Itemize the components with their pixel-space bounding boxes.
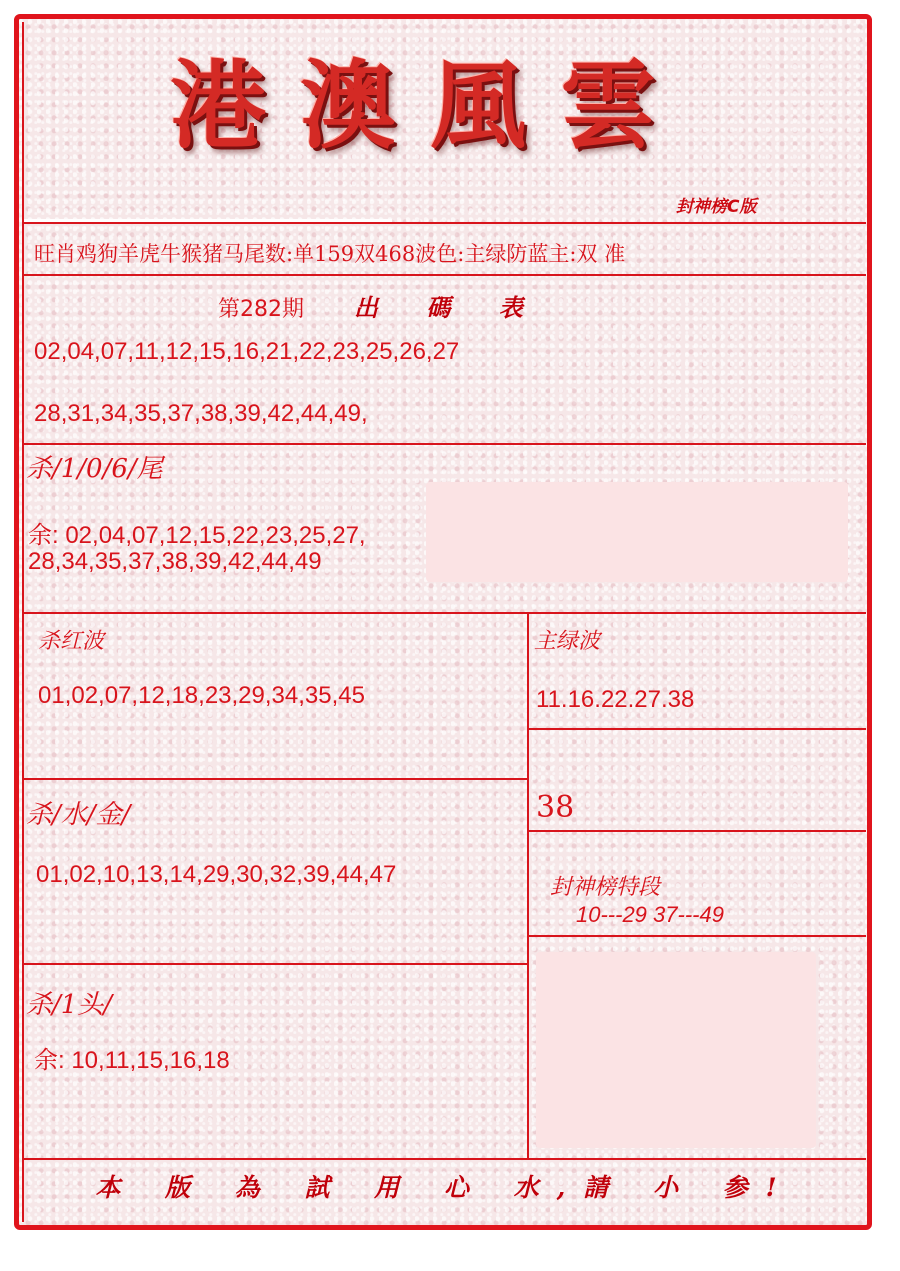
- kill-tail-row-2: 28,34,35,37,38,39,42,44,49: [28, 548, 322, 575]
- kill-tail-label: 杀/1/0/6/尾: [26, 454, 163, 484]
- zodiac-line: 旺肖鸡狗羊虎牛猴猪马尾数:单159双468波色:主绿防蓝主:双 准: [34, 242, 626, 266]
- kill-element-values: 01,02,10,13,14,29,30,32,39,44,47: [36, 861, 397, 888]
- divider-footer: [22, 1158, 866, 1160]
- kill-red-values: 01,02,07,12,18,23,29,34,35,45: [38, 682, 365, 709]
- edition-label: 封神榜C版: [676, 197, 757, 217]
- main-green-values: 11.16.22.27.38: [536, 686, 695, 713]
- footer-note: 本 版 為 試 用 心 水,請 小 参!: [95, 1173, 795, 1202]
- blank-panel-top: [426, 482, 848, 582]
- divider-red: [22, 778, 528, 780]
- kill-element-label: 杀/水/金/: [26, 800, 131, 830]
- left-border: [22, 22, 24, 1222]
- page-title: 港澳風雲: [170, 49, 690, 162]
- special-range-values: 10---29 37---49: [576, 902, 724, 927]
- divider-special: [528, 935, 866, 937]
- white-rule: [24, 219, 392, 222]
- single-pick: 38: [536, 790, 575, 825]
- draw-row-2: 28,31,34,35,37,38,39,42,44,49,: [34, 400, 368, 427]
- kill-head-values: 余: 10,11,15,16,18: [34, 1047, 230, 1074]
- divider-zodiac: [22, 274, 866, 276]
- special-range-label: 封神榜特段: [550, 875, 661, 900]
- divider-tail: [22, 612, 866, 614]
- divider-header: [22, 222, 866, 224]
- main-green-label: 主绿波: [534, 629, 601, 654]
- divider-element: [22, 963, 528, 965]
- divider-green: [528, 728, 866, 730]
- kill-red-label: 杀红波: [38, 629, 105, 654]
- divider-draw: [22, 443, 866, 445]
- divider-single: [528, 830, 866, 832]
- blank-panel-bottom: [536, 952, 816, 1148]
- divider-columns: [527, 612, 529, 1160]
- period-label: 第282期: [218, 297, 304, 322]
- draw-table-title: 出 碼 表: [354, 293, 543, 322]
- kill-head-label: 杀/1头/: [26, 990, 113, 1020]
- kill-tail-row-1: 余: 02,04,07,12,15,22,23,25,27,: [28, 522, 366, 549]
- draw-row-1: 02,04,07,11,12,15,16,21,22,23,25,26,27: [34, 338, 460, 365]
